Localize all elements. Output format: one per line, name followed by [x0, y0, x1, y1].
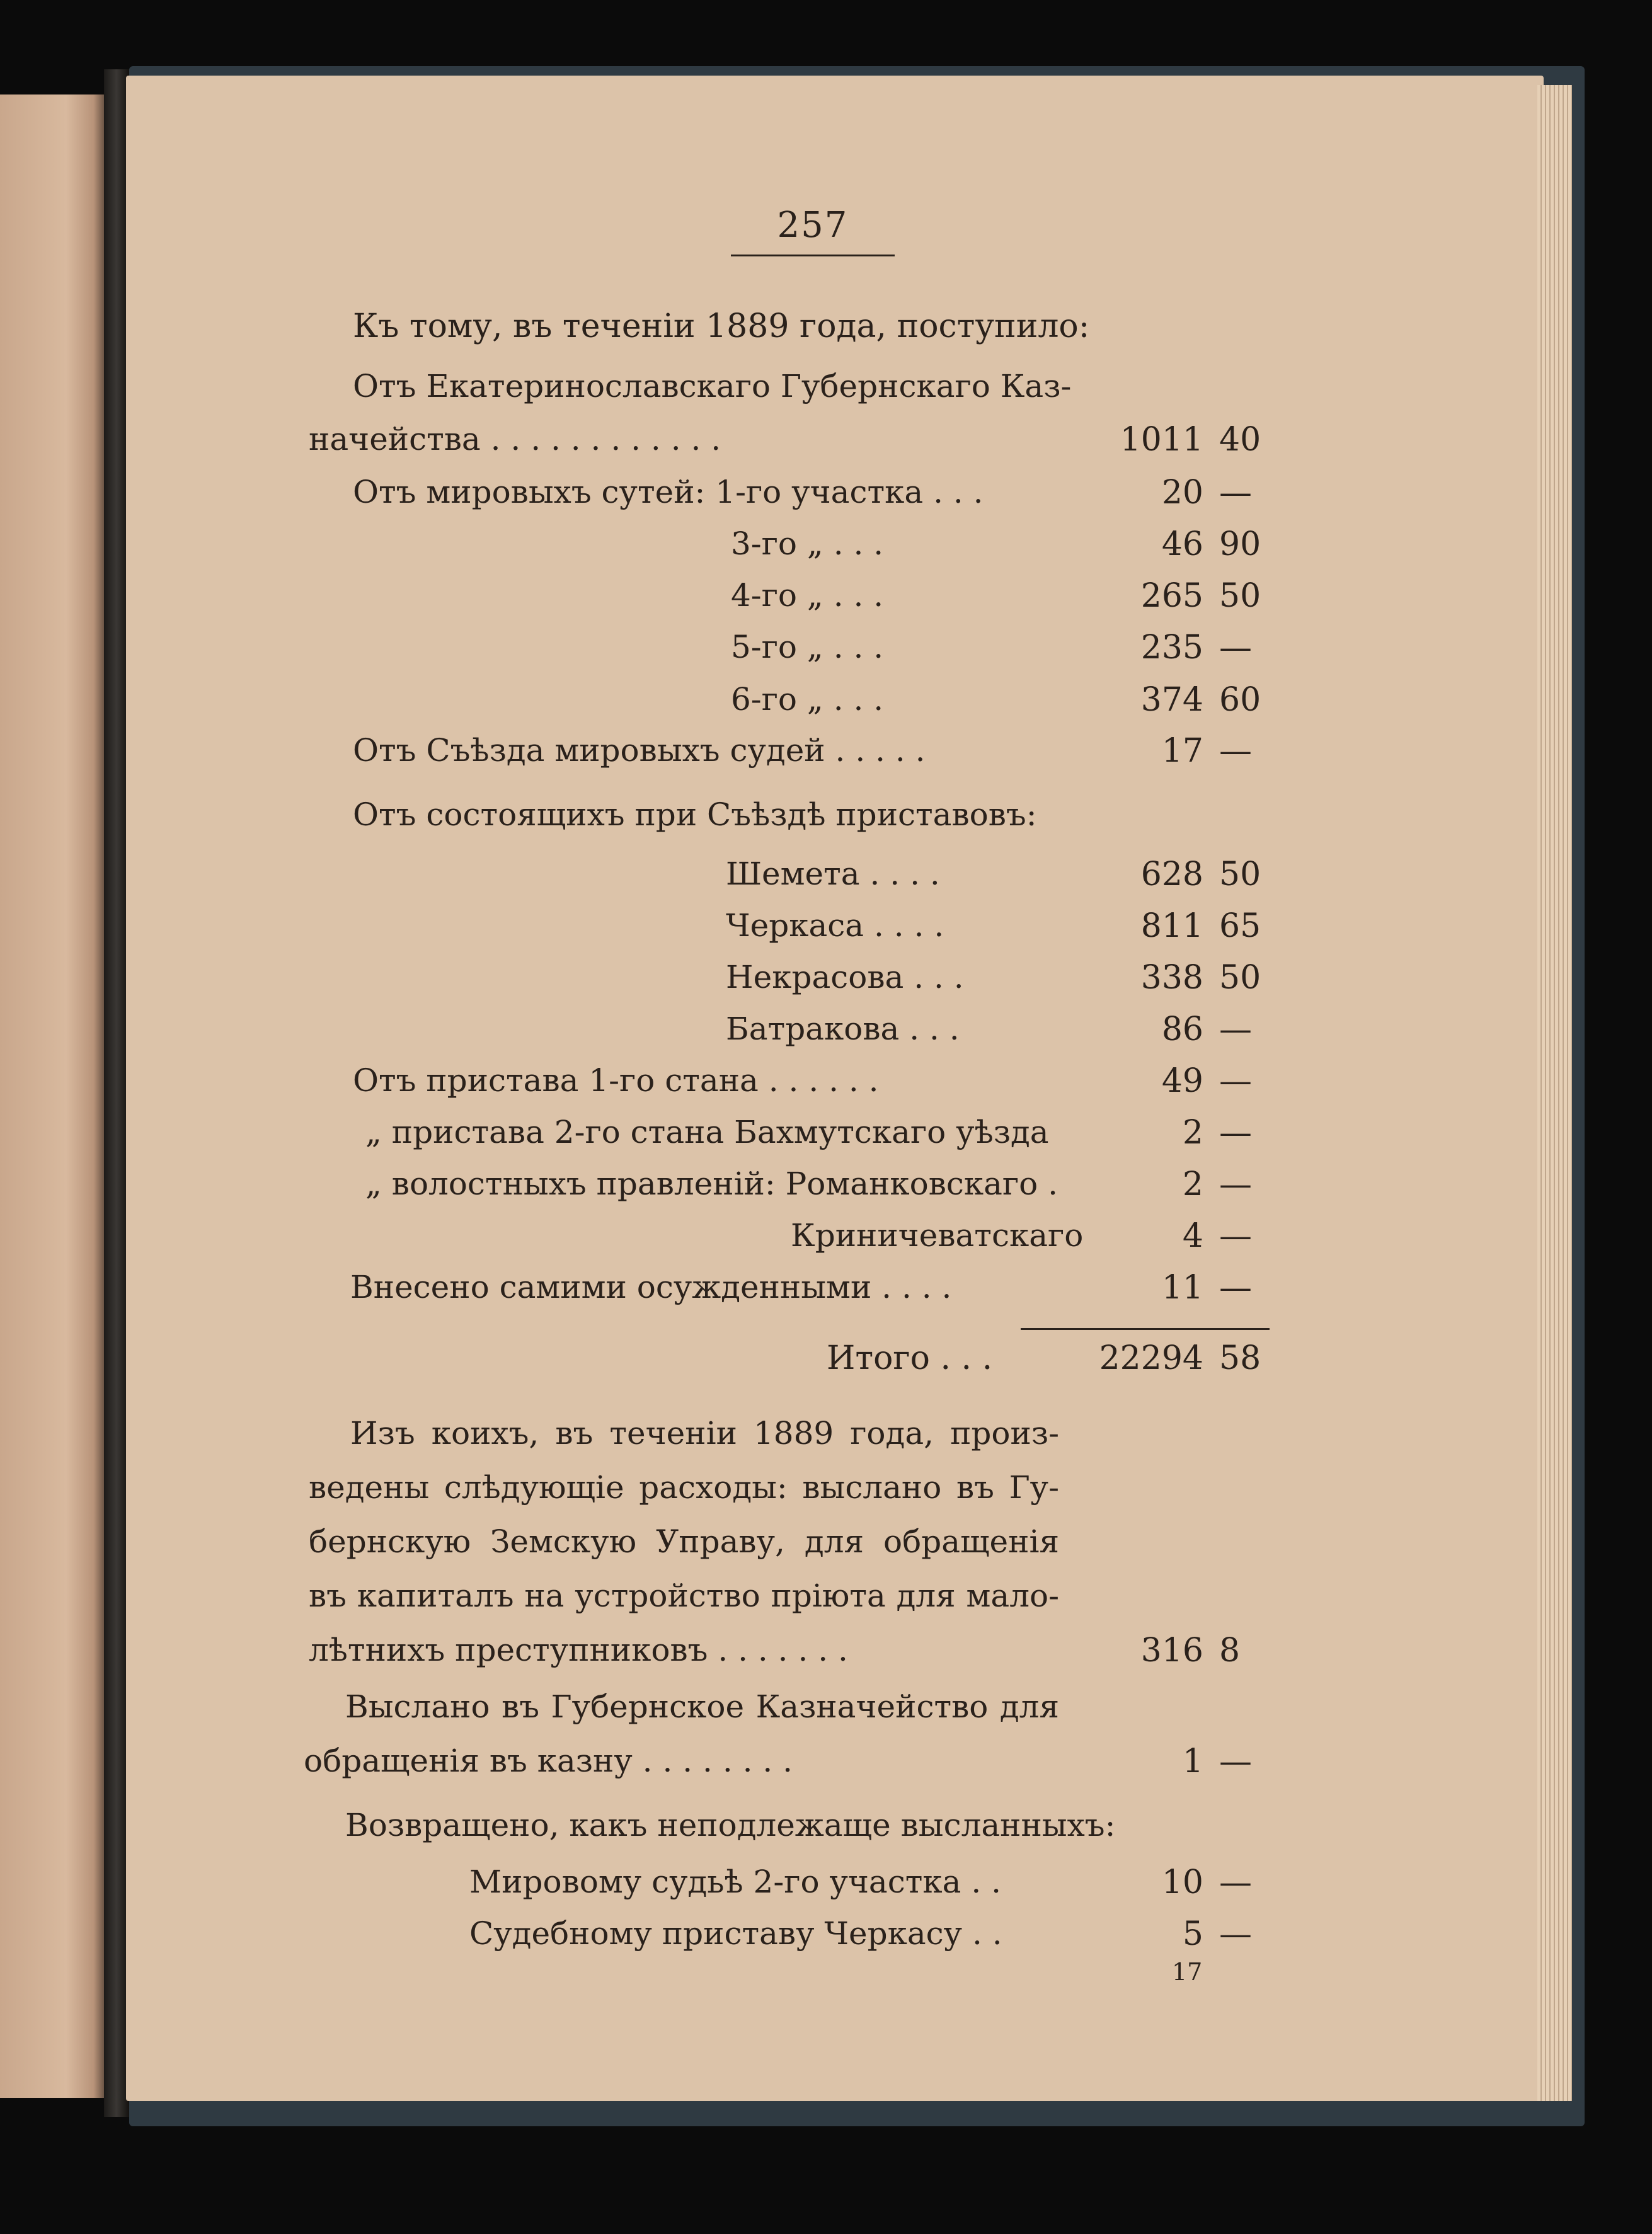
bailiff-nekrasov-kop: 50 [1219, 959, 1261, 997]
page-number: 257 [777, 205, 849, 246]
stan-1-label: Отъ пристава 1-го стана . . . . . . [353, 1062, 879, 1099]
returned-intro: Возвращено, какъ неподлежаще высланныхъ: [345, 1807, 1116, 1843]
judges-intro: Отъ мировыхъ сутей: 1-го участка . . . [353, 474, 984, 510]
bailiff-shemeta-label: Шемета . . . . [726, 856, 940, 892]
judge-3-label: 3-го „ . . . [731, 525, 884, 562]
treasury-line-2: начейства . . . . . . . . . . . . [309, 421, 721, 457]
expenses-line-3: бернскую Земскую Управу, для обращенія [309, 1523, 1059, 1560]
treasury-out-line-2: обращенія въ казну . . . . . . . . [304, 1743, 793, 1779]
treasury-line-1: Отъ Екатеринославскаго Губернскаго Каз- [353, 368, 1072, 404]
treasury-out-line-1: Выслано въ Губернское Казначейство для [345, 1688, 1059, 1725]
volost-krinichevatsk-kop: — [1219, 1217, 1252, 1255]
returned-judge-kop: — [1219, 1864, 1252, 1901]
treasury-out-kop: — [1219, 1743, 1252, 1780]
total-rule [1021, 1328, 1270, 1330]
stan-1-amount: 49 [1161, 1062, 1203, 1100]
treasury-out-amount: 1 [1182, 1743, 1203, 1780]
stan-1-kop: — [1219, 1062, 1252, 1100]
judge-4-amount: 265 [1140, 577, 1203, 615]
convicts-amount: 11 [1161, 1269, 1203, 1307]
bailiff-nekrasov-amount: 338 [1140, 959, 1203, 997]
judge-3-kop: 90 [1219, 525, 1261, 563]
convicts-kop: — [1219, 1269, 1252, 1307]
returned-bailiff-kop: — [1219, 1915, 1252, 1953]
congress-kop: — [1219, 732, 1252, 770]
expenses-line-1: Изъ коихъ, въ теченіи 1889 года, произ- [350, 1415, 1059, 1452]
bailiff-cherkas-kop: 65 [1219, 907, 1261, 945]
volost-krinichevatsk-amount: 4 [1182, 1217, 1203, 1255]
volost-romankovsk-kop: — [1219, 1166, 1252, 1203]
intro-line: Къ тому, въ теченіи 1889 года, поступило: [353, 307, 1090, 345]
judge-5-amount: 235 [1140, 629, 1203, 667]
judge-1-amount: 20 [1161, 474, 1203, 512]
page-number-rule [731, 255, 895, 256]
total-kop: 58 [1219, 1339, 1261, 1377]
returned-bailiff-amount: 5 [1182, 1915, 1203, 1953]
volost-romankovsk-label: „ волостныхъ правленій: Романковскаго . [365, 1166, 1058, 1202]
treasury-kop: 40 [1219, 421, 1261, 459]
bailiff-shemeta-amount: 628 [1140, 856, 1203, 893]
bailiff-cherkas-label: Черкаса . . . . [726, 907, 944, 944]
total-amount: 22294 [1099, 1339, 1203, 1377]
judge-4-label: 4-го „ . . . [731, 577, 884, 614]
returned-judge-amount: 10 [1161, 1864, 1203, 1901]
judge-1-kop: — [1219, 474, 1252, 512]
bailiff-shemeta-kop: 50 [1219, 856, 1261, 893]
treasury-amount: 1011 [1120, 421, 1203, 459]
bailiff-batrakov-label: Батракова . . . [726, 1011, 960, 1047]
judge-5-kop: — [1219, 629, 1252, 667]
stan-2-label: „ пристава 2-го стана Бахмутскаго уѣзда [365, 1114, 1049, 1150]
returned-bailiff-label: Судебному приставу Черкасу . . [469, 1915, 1002, 1952]
judge-3-amount: 46 [1161, 525, 1203, 563]
expenses-line-5: лѣтнихъ преступниковъ . . . . . . . [309, 1632, 848, 1668]
judge-6-amount: 374 [1140, 681, 1203, 719]
convicts-label: Внесено самими осужденными . . . . [350, 1269, 952, 1305]
judge-5-label: 5-го „ . . . [731, 629, 884, 665]
bailiff-cherkas-amount: 811 [1140, 907, 1203, 945]
judge-4-kop: 50 [1219, 577, 1261, 615]
bailiffs-intro: Отъ состоящихъ при Съѣздѣ приставовъ: [353, 796, 1037, 833]
returned-judge-label: Мировому судьѣ 2-го участка . . [469, 1864, 1002, 1900]
volost-krinichevatsk-label: Криничеватскаго [791, 1217, 1084, 1254]
total-label: Итого . . . [827, 1339, 993, 1377]
bailiff-batrakov-amount: 86 [1161, 1011, 1203, 1048]
congress-amount: 17 [1161, 732, 1203, 770]
stan-2-amount: 2 [1182, 1114, 1203, 1152]
judge-6-label: 6-го „ . . . [731, 681, 884, 718]
stan-2-kop: — [1219, 1114, 1252, 1152]
bailiff-batrakov-kop: — [1219, 1011, 1252, 1048]
signature-mark: 17 [1172, 1958, 1203, 1986]
judge-6-kop: 60 [1219, 681, 1261, 719]
congress-label: Отъ Съѣзда мировыхъ судей . . . . . [353, 732, 926, 769]
expenses-line-4: въ капиталъ на устройство пріюта для мало- [309, 1578, 1059, 1614]
expenses-line-2: ведены слѣдующіе расходы: выслано въ Гу- [309, 1469, 1059, 1506]
expenses-kop: 8 [1219, 1632, 1241, 1670]
bailiff-nekrasov-label: Некрасова . . . [726, 959, 964, 995]
expenses-amount: 316 [1140, 1632, 1203, 1670]
volost-romankovsk-amount: 2 [1182, 1166, 1203, 1203]
